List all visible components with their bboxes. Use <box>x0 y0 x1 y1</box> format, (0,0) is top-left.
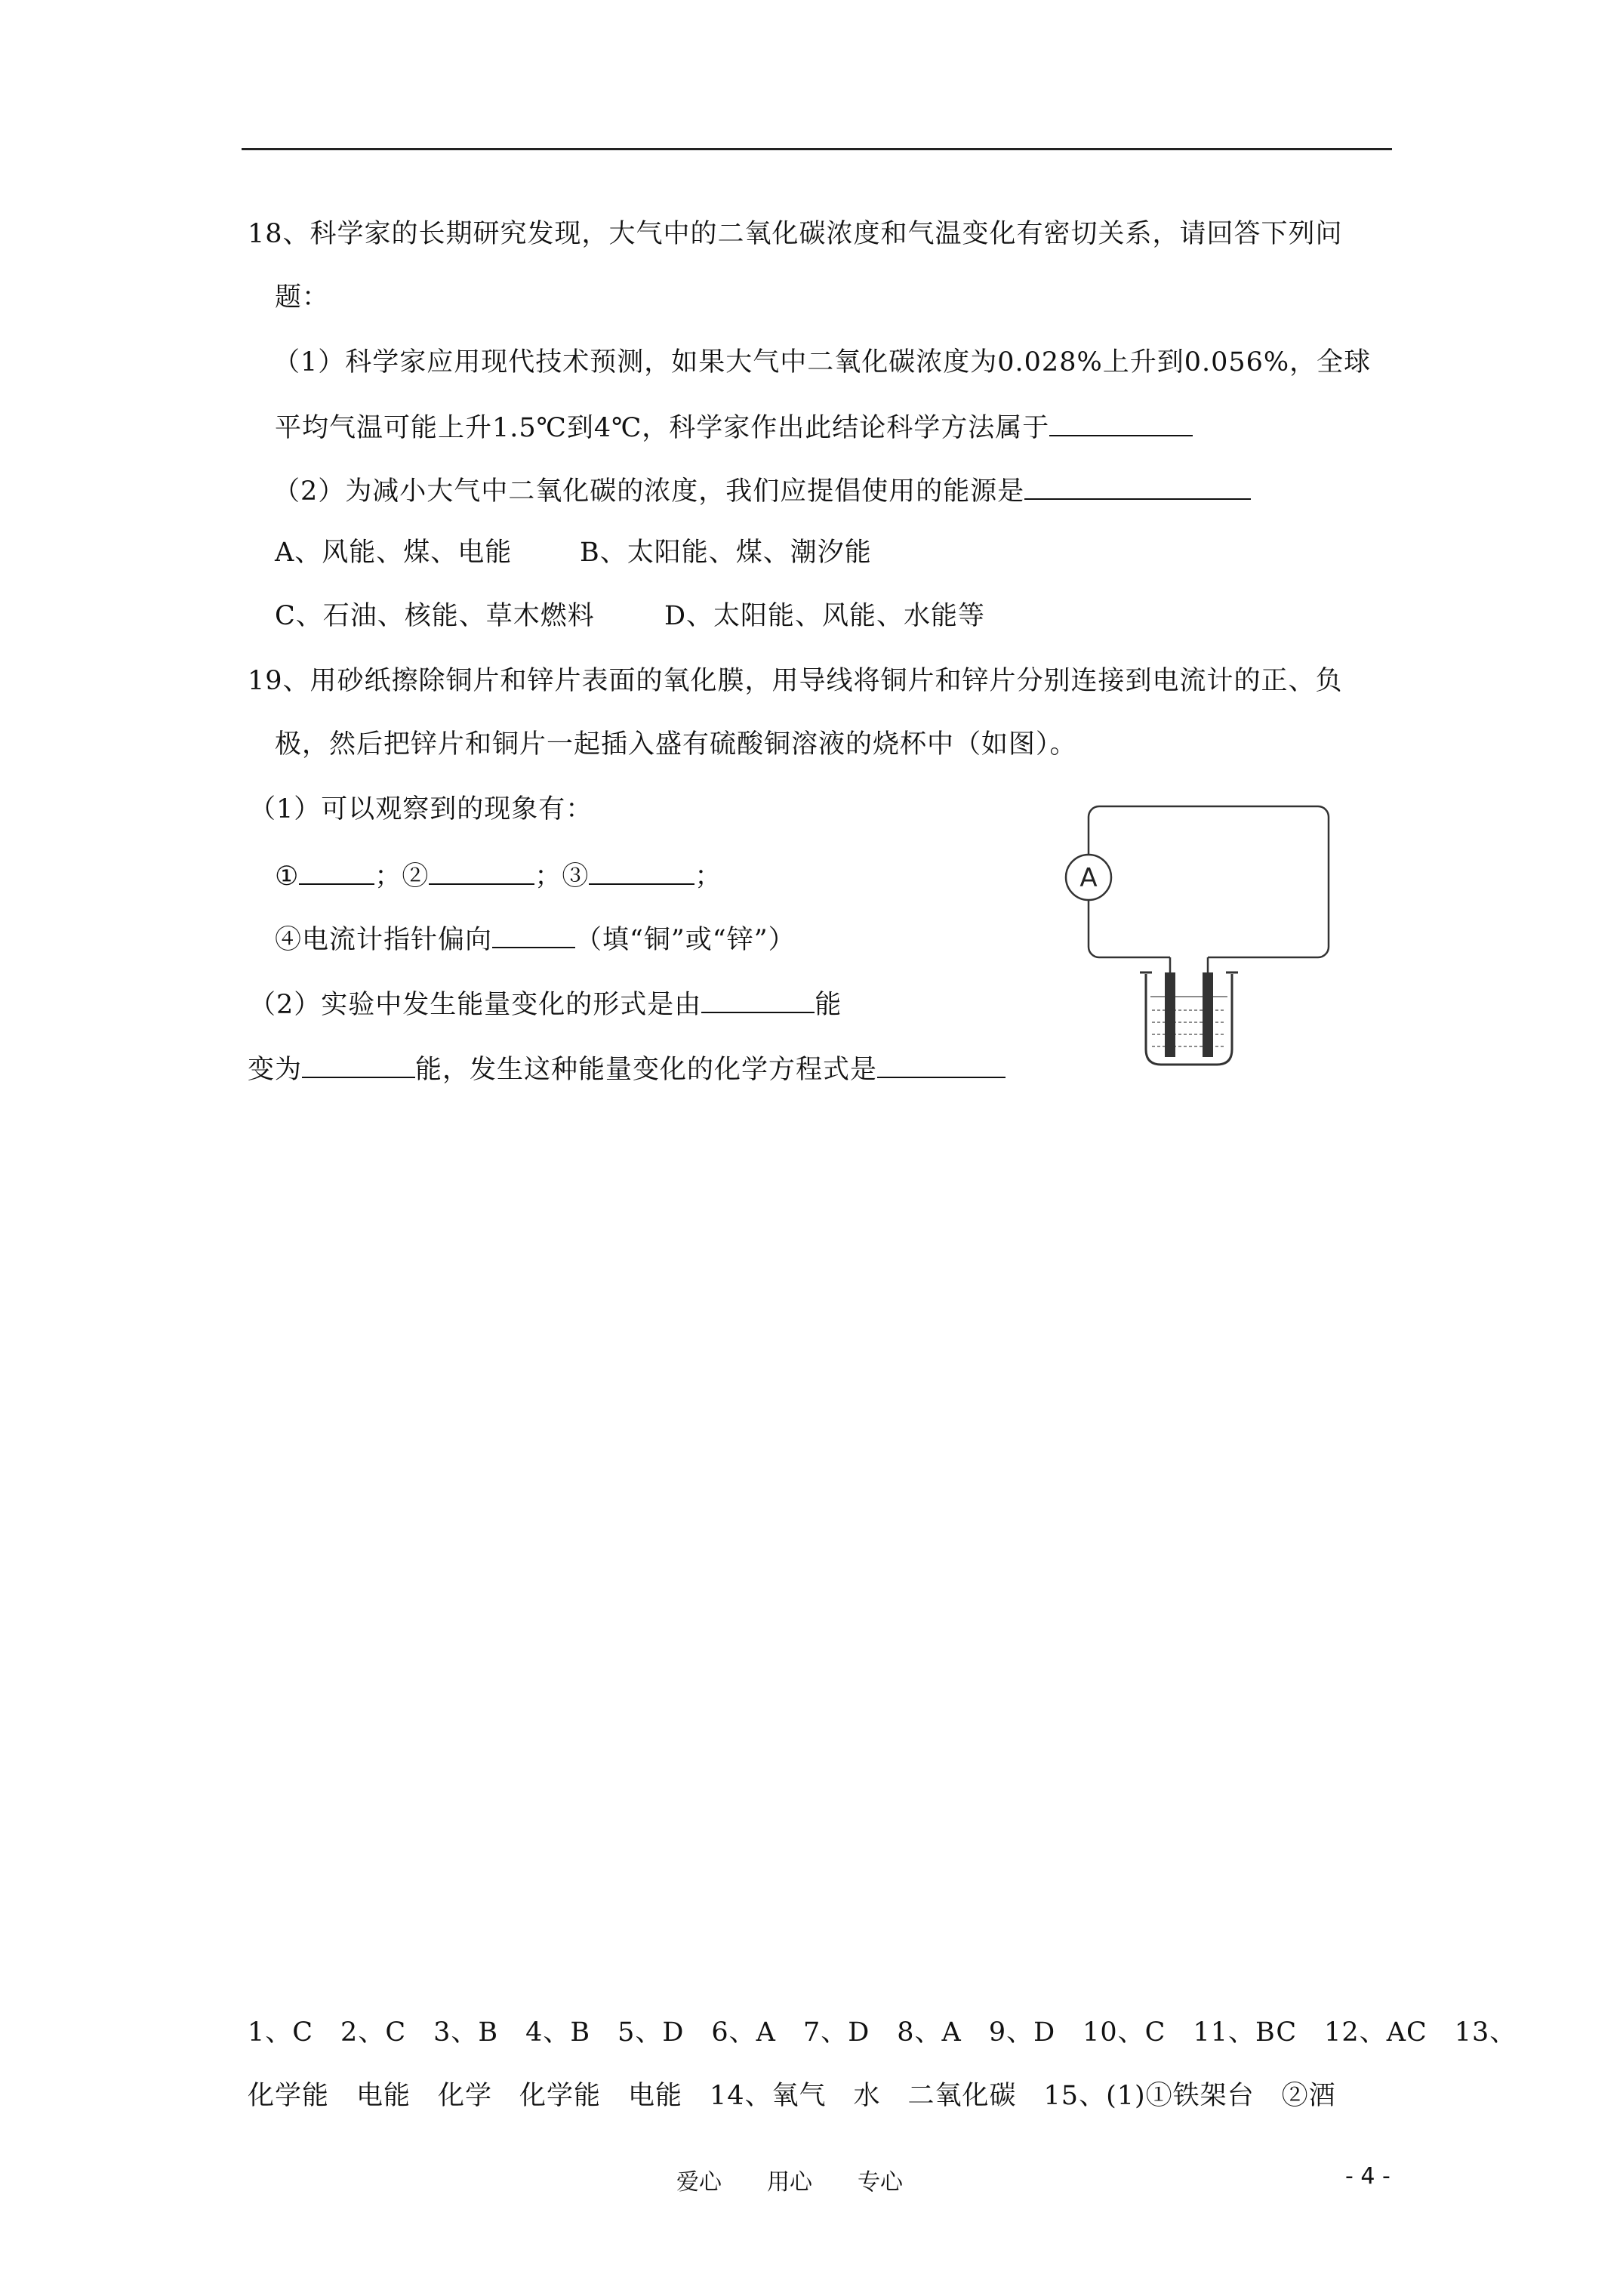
q18-part2 <box>273 473 1251 508</box>
q19-part2-line2 <box>248 1051 1006 1086</box>
answer-blank-obs1[interactable] <box>299 858 374 885</box>
q18-part2-text: （2）为减小大气中二氧化碳的浓度，我们应提倡使用的能源是 <box>273 476 1025 507</box>
q18-stem-line2: 题： <box>275 282 330 313</box>
answer-blank-obs2[interactable] <box>429 858 534 885</box>
q19-part2-line1 <box>249 986 842 1022</box>
ammeter-label: A <box>1079 863 1098 893</box>
circuit-wire <box>1089 806 1329 957</box>
q19-observation4 <box>275 921 796 957</box>
q18-part1-text: 平均气温可能上升1.5℃到4℃，科学家作出此结论科学方法属于 <box>275 413 1050 443</box>
q19-part2-line2-mid: 能，发生这种能量变化的化学方程式是 <box>415 1055 878 1085</box>
q19-part2-text: （2）实验中发生能量变化的形式是由 <box>249 990 702 1020</box>
answer-blank-obs3[interactable] <box>589 858 694 885</box>
answers-line1: 1、C 2、C 3、B 4、B 5、D 6、A 7、D 8、A 9、D 10、C 11、BC 12、AC 13、 <box>248 2017 1517 2048</box>
answer-blank-method[interactable] <box>1049 409 1193 436</box>
answer-blank-energy-from[interactable] <box>701 986 815 1013</box>
q18-option-b: B、太阳能、煤、潮汐能 <box>580 538 872 568</box>
obs-marker-1: ① <box>275 861 300 892</box>
zinc-electrode-icon <box>1165 972 1175 1057</box>
q18-part1-line2 <box>275 409 1193 445</box>
q19-part2-line2-start: 变为 <box>248 1055 303 1085</box>
obs4-text: ④电流计指针偏向 <box>275 925 493 955</box>
answers-line2: 化学能 电能 化学 化学能 电能 14、氧气 水 二氧化碳 15、(1)①铁架台 ②酒 <box>248 2081 1336 2111</box>
footer-slogan: 爱心 用心 专心 <box>676 2169 903 2196</box>
q19-stem-line1: 19、用砂纸擦除铜片和锌片表面的氧化膜，用导线将铜片和锌片分别连接到电流计的正、负 <box>248 666 1343 696</box>
q18-part1-line1: （1）科学家应用现代技术预测，如果大气中二氧化碳浓度为0.028%上升到0.056%，全球 <box>273 347 1372 378</box>
q18-option-c: C、石油、核能、草木燃料 <box>275 601 595 631</box>
q18-option-d: D、太阳能、风能、水能等 <box>664 601 986 631</box>
answer-blank-obs4[interactable] <box>492 921 575 948</box>
q19-part2-end: 能 <box>815 990 842 1020</box>
q18-stem-line1: 18、科学家的长期研究发现，大气中的二氧化碳浓度和气温变化有密切关系，请回答下列问 <box>248 219 1343 249</box>
page-number: - 4 - <box>1345 2163 1390 2190</box>
answer-blank-equation[interactable] <box>877 1051 1006 1078</box>
copper-electrode-icon <box>1203 972 1213 1057</box>
obs4-hint: （填“铜”或“锌”） <box>575 925 796 955</box>
q19-observations <box>275 858 722 893</box>
answer-blank-energy-to[interactable] <box>302 1051 415 1078</box>
beaker-icon <box>1146 974 1232 1065</box>
header-rule <box>242 148 1392 150</box>
answer-blank-energy[interactable] <box>1024 473 1251 500</box>
obs-marker-2: ；② <box>374 861 430 892</box>
obs-end: ； <box>694 861 722 892</box>
q19-part1: （1）可以观察到的现象有： <box>249 794 593 824</box>
circuit-figure <box>1057 793 1336 1072</box>
q18-option-a: A、风能、煤、电能 <box>275 538 513 568</box>
solution-icon <box>1150 997 1227 1046</box>
q19-stem-line2: 极，然后把锌片和铜片一起插入盛有硫酸铜溶液的烧杯中（如图）。 <box>275 729 1077 760</box>
obs-marker-3: ；③ <box>534 861 590 892</box>
